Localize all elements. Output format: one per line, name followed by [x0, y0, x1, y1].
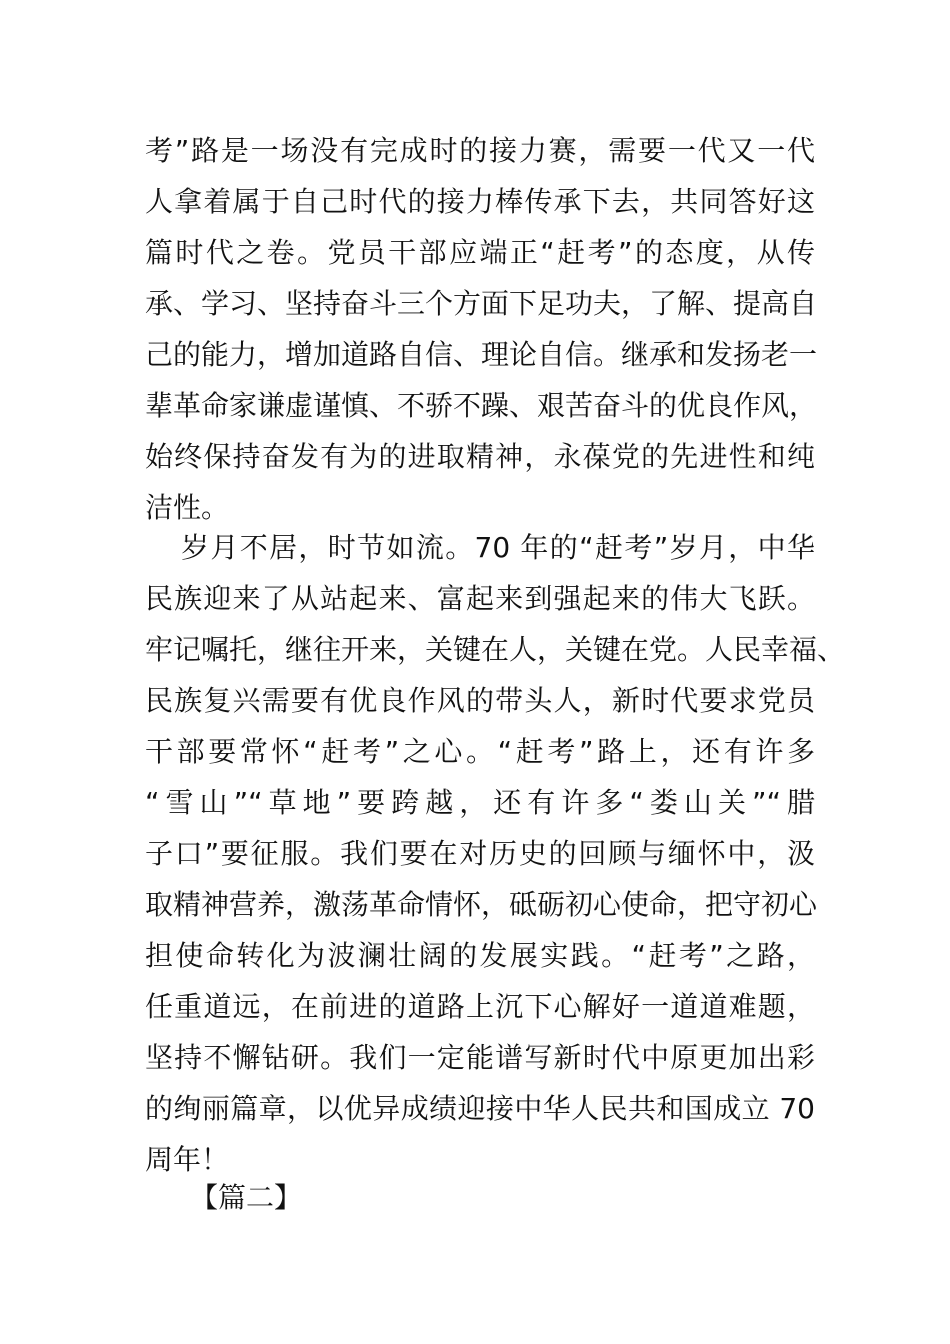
paragraph-1	[145, 125, 818, 533]
paragraph-line: 己的能力，增加道路自信、理论自信。继承和发扬老一	[145, 338, 818, 371]
paragraph-line: 篇时代之卷。党员干部应端正“赶考”的态度，从传	[145, 236, 815, 269]
paragraph-line: 人拿着属于自己时代的接力棒传承下去，共同答好这	[145, 185, 815, 218]
paragraph-line: “雪山”“草地”要跨越，还有许多“娄山关”“腊	[145, 786, 815, 819]
paragraph-line: 取精神营养，激荡革命情怀，砥砺初心使命，把守初心	[145, 888, 818, 921]
paragraph-line: 洁性。	[145, 491, 230, 524]
paragraph-line: 承、学习、坚持奋斗三个方面下足功夫，了解、提高自	[145, 287, 818, 320]
paragraph-line: 周年！	[145, 1143, 230, 1176]
paragraph-line: 民族复兴需要有优良作风的带头人，新时代要求党员	[145, 684, 815, 717]
paragraph-line: 坚持不懈钻研。我们一定能谱写新时代中原更加出彩	[145, 1041, 815, 1074]
paragraph-2	[145, 522, 846, 1185]
paragraph-line: 始终保持奋发有为的进取精神，永葆党的先进性和纯	[145, 440, 815, 473]
paragraph-line: 民族迎来了从站起来、富起来到强起来的伟大飞跃。	[145, 582, 815, 615]
paragraph-line: 辈革命家谦虚谨慎、不骄不躁、艰苦奋斗的优良作风，	[145, 389, 818, 422]
section-heading: 【篇二】	[190, 1181, 303, 1214]
paragraph-line: 担使命转化为波澜壮阔的发展实践。“赶考”之路，	[145, 939, 815, 972]
paragraph-line: 任重道远，在前进的道路上沉下心解好一道道难题，	[145, 990, 815, 1023]
paragraph-line: 子口”要征服。我们要在对历史的回顾与缅怀中，汲	[145, 837, 815, 870]
paragraph-line: 牢记嘱托，继往开来，关键在人，关键在党。人民幸福、	[145, 633, 846, 666]
paragraph-line: 岁月不居，时节如流。70 年的“赶考”岁月，中华	[181, 531, 815, 564]
paragraph-line: 考”路是一场没有完成时的接力赛，需要一代又一代	[145, 134, 815, 167]
paragraph-line: 干部要常怀“赶考”之心。“赶考”路上，还有许多	[145, 735, 815, 768]
paragraph-line: 的绚丽篇章，以优异成绩迎接中华人民共和国成立 70	[145, 1092, 815, 1125]
